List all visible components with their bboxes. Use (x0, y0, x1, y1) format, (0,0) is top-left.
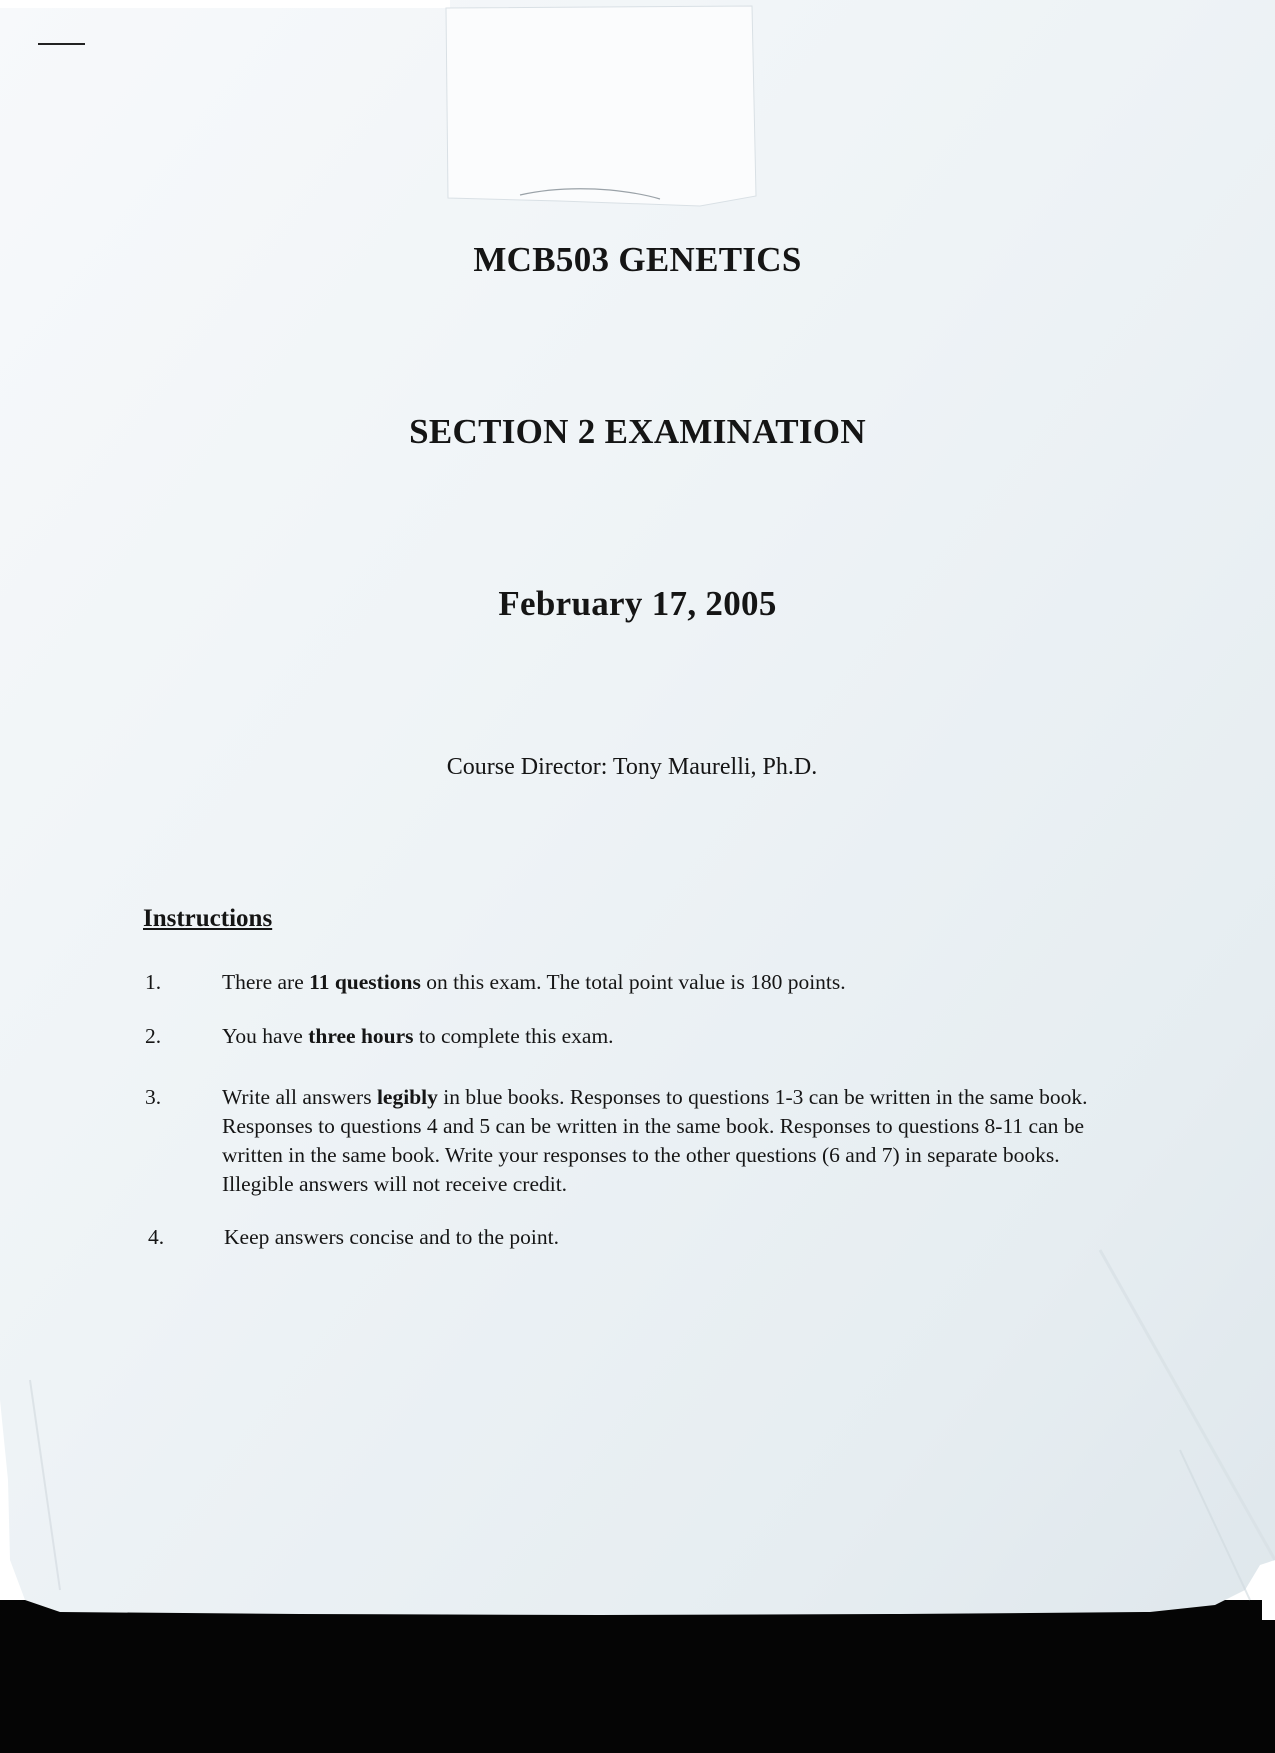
exam-title: SECTION 2 EXAMINATION (409, 412, 866, 451)
instruction-text (222, 1083, 1132, 1199)
instruction-text (222, 1022, 1222, 1051)
instruction-emphasis: 11 questions (309, 970, 421, 994)
instruction-number: 4. (148, 1225, 165, 1249)
instruction-number: 3. (145, 1085, 162, 1109)
instruction-text (222, 968, 1222, 997)
course-director: Course Director: Tony Maurelli, Ph.D. (446, 754, 818, 780)
course-title: MCB503 GENETICS (473, 240, 802, 279)
label-sticker (446, 6, 756, 206)
instruction-text-part: to complete this exam. (413, 1024, 614, 1048)
instruction-number: 2. (145, 1024, 162, 1048)
instruction-emphasis: legibly (376, 1085, 438, 1109)
instruction-text-part: Write all answers (222, 1085, 377, 1109)
instructions-heading: Instructions (143, 905, 273, 932)
exam-date: February 17, 2005 (498, 584, 777, 623)
instruction-number: 1. (145, 970, 162, 994)
instruction-text-part: You have (222, 1024, 309, 1048)
instruction-text-part: Keep answers concise and to the point. (224, 1225, 559, 1249)
instruction-text (224, 1223, 1224, 1252)
instruction-text-part: on this exam. The total point value is 180 points. (420, 970, 846, 994)
instruction-emphasis: three hours (308, 1024, 414, 1048)
instruction-text-part: There are (222, 970, 310, 994)
instruction-text-part: in blue books. Responses to questions 1-3 can be written in the same book. Responses to questions 4 and 5 can be written in the same book. Responses to questions 8-11 can be written in the same book. Write your responses to the other questions (6 and 7) in separate books. Illegible answers will not receive credit. (222, 1085, 1088, 1196)
